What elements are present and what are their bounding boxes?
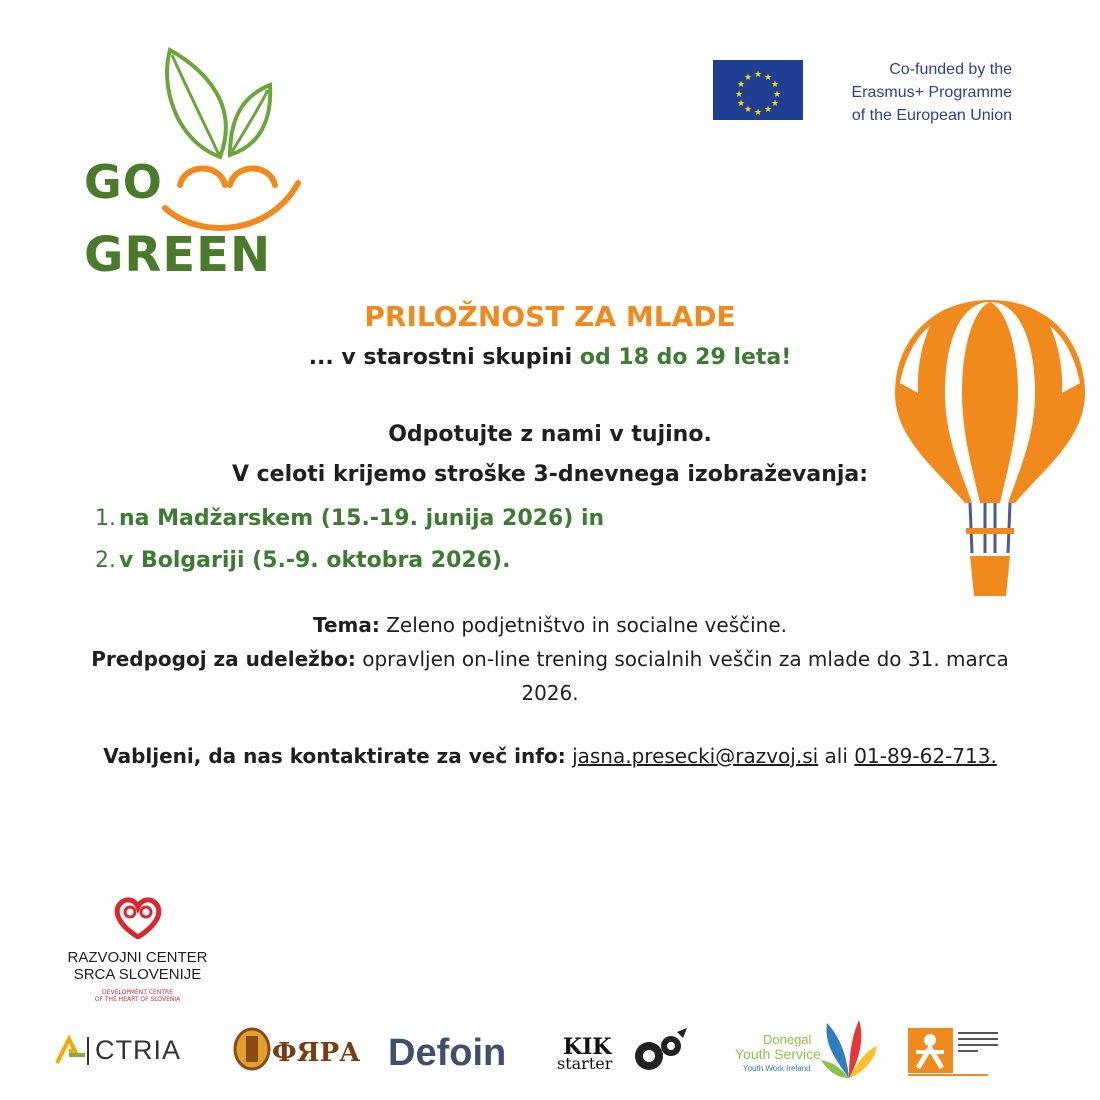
heart-swirl-icon (111, 895, 165, 939)
go-green-logo (80, 45, 310, 285)
headline: PRILOŽNOST ZA MLADE (364, 300, 736, 333)
partner-tagline-line (908, 1074, 988, 1076)
kik-starter-logo (557, 1032, 692, 1080)
topic-label: Tema: (312, 613, 380, 637)
destination-item (95, 547, 604, 589)
destination-item (95, 505, 604, 547)
eu-line-3: of the European Union (851, 107, 1012, 124)
orange-figure-icon (908, 1028, 953, 1073)
donegal-line-2: Youth Service (735, 1046, 821, 1062)
actria-text: CTRIA (95, 1035, 181, 1065)
logo-go: GO (84, 155, 163, 209)
fyara-logo (232, 1026, 361, 1072)
rcss-sub-1: DEVELOPMENT CENTRE (102, 989, 173, 996)
destination-number: 2. (95, 548, 116, 573)
svg-text:★: ★ (753, 108, 763, 118)
rcss-line-1: RAZVOJNI CENTER (67, 949, 208, 966)
destination-text: na Madžarskem (15.-19. junija 2026) in (119, 506, 605, 531)
topic-value: Zeleno podjetništvo in socialne veščine. (379, 613, 788, 637)
age-group-text (0, 345, 1100, 370)
svg-text:★: ★ (763, 73, 773, 83)
contact-phone-link[interactable]: 01-89-62-713. (854, 744, 997, 768)
partner-small-text-lines (958, 1032, 998, 1052)
destination-number: 1. (95, 506, 116, 531)
gears-icon (631, 1028, 689, 1076)
svg-text:★: ★ (734, 90, 744, 100)
petals-icon (819, 1018, 879, 1080)
prerequisite-label: Predpogoj za udeležbo: (91, 647, 356, 671)
kik-text: KIK (563, 1034, 612, 1060)
fyara-crest-icon (232, 1026, 272, 1072)
rcss-line-2: SRCA SLOVENIJE (73, 966, 202, 983)
contact-joiner: ali (818, 744, 855, 768)
contact-label: Vabljeni, da nas kontaktirate za več info: (103, 744, 566, 768)
eu-cofunded-text (812, 58, 1012, 127)
eu-line-1: Co-funded by the (889, 61, 1012, 78)
eu-line-2: Erasmus+ Programme (851, 84, 1012, 101)
actria-mark-icon (55, 1033, 91, 1069)
svg-text:★: ★ (772, 90, 782, 100)
donegal-line-1: Donegal (763, 1032, 812, 1047)
age-range: od 18 do 29 leta! (579, 345, 792, 370)
defoin-logo: Defoin (388, 1032, 507, 1074)
svg-text:★: ★ (736, 80, 746, 90)
donegal-line-3: Youth Work Ireland (743, 1064, 811, 1073)
donegal-logo (735, 1018, 880, 1080)
contact-email-link[interactable]: jasna.presecki@razvoj.si (572, 744, 819, 768)
svg-text:★: ★ (770, 80, 780, 90)
topic-text (60, 608, 1040, 642)
svg-text:★: ★ (743, 105, 753, 115)
starter-text: starter (557, 1054, 613, 1073)
partner-orange-logo (908, 1028, 998, 1078)
svg-text:★: ★ (763, 105, 773, 115)
logo-green: GREEN (84, 227, 272, 283)
travel-text: Odpotujte z nami v tujino. (388, 422, 712, 447)
svg-text:★: ★ (753, 70, 763, 80)
fyara-text: ФЯРА (272, 1038, 361, 1068)
rcss-sub-2: OF THE HEART OF SLOVENIA (94, 996, 181, 1003)
svg-text:★: ★ (743, 73, 753, 83)
svg-text:★: ★ (736, 99, 746, 109)
prerequisite-value: opravljen on-line trening socialnih veščin za mlade do 31. marca 2026. (355, 647, 1009, 705)
age-prefix: ... v starostni skupini (308, 345, 580, 370)
prerequisite-text (85, 642, 1015, 710)
destination-text: v Bolgariji (5.-9. oktobra 2026). (119, 548, 511, 573)
svg-text:★: ★ (770, 99, 780, 109)
hot-air-balloon-icon (890, 298, 1090, 598)
eu-flag-icon (713, 60, 803, 120)
contact-text (0, 744, 1100, 768)
cover-costs-text: V celoti krijemo stroške 3-dnevnega izobraževanja: (231, 462, 869, 487)
destinations-list (95, 505, 604, 589)
rcss-logo (50, 895, 225, 1010)
